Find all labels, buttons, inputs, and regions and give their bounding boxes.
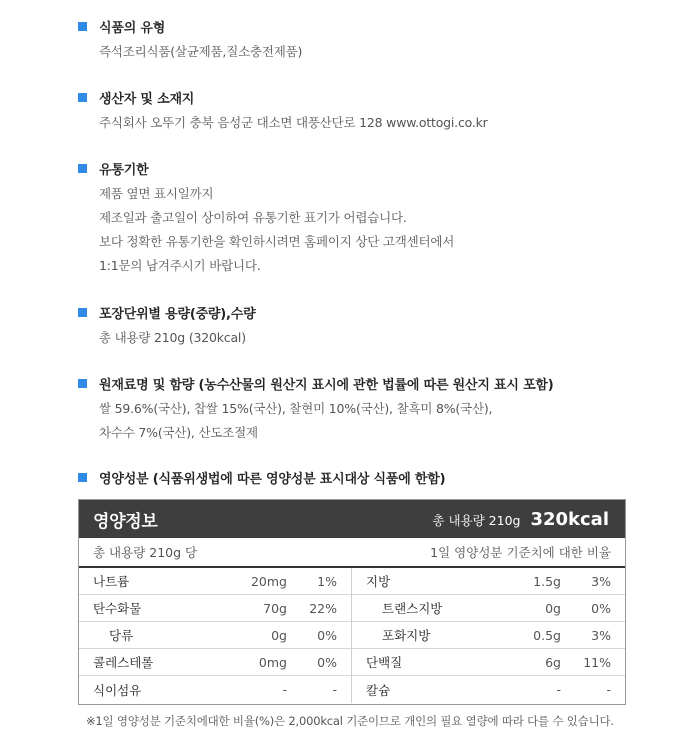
square-bullet-icon — [78, 93, 87, 102]
nutrient-row — [352, 676, 625, 703]
nutrient-percent: 1% — [317, 573, 337, 589]
nutrient-name: 칼슘 — [366, 682, 391, 698]
nutrient-amount: 20mg — [250, 573, 287, 589]
nutrient-percent: 0% — [317, 654, 337, 670]
nutrient-name: 탄수화물 — [93, 601, 142, 616]
nutrient-percent: 0% — [591, 600, 611, 616]
section-title: 식품의 유형 — [99, 20, 166, 36]
section-expiry — [78, 158, 454, 278]
section-line: 제품 옆면 표시일까지 — [99, 186, 214, 201]
square-bullet-icon — [78, 473, 87, 482]
section-ingredients — [78, 373, 554, 445]
nutrient-name: 트랜스지방 — [382, 601, 443, 616]
nutrient-name: 포화지방 — [382, 628, 431, 643]
nutrition-title: 영양정보 — [93, 511, 158, 532]
nutrient-percent: 11% — [583, 654, 611, 670]
nutrient-row — [352, 622, 625, 649]
nutrition-column-left — [79, 568, 352, 703]
nutrient-amount: 0g — [545, 600, 561, 616]
nutrition-total: 총 내용량 210g — [432, 512, 521, 528]
square-bullet-icon — [78, 379, 87, 388]
section-line: 보다 정확한 유통기한을 확인하시려면 홈페이지 상단 고객센터에서 — [99, 234, 455, 249]
section-title: 원재료명 및 함량 (농수산물의 원산지 표시에 관한 법률에 따른 원산지 표시 포함) — [99, 377, 554, 393]
serving-label: 총 내용량 210g 당 — [93, 545, 198, 560]
section-line: 주식회사 오뚜기 충북 음성군 대소면 대풍산단로 128 www.ottogi.co.kr — [99, 115, 488, 130]
section-line: 쌀 59.6%(국산), 찹쌀 15%(국산), 찰현미 10%(국산), 찰흑미 8%(국산), — [99, 401, 493, 416]
nutrient-amount: 1.5g — [533, 573, 561, 589]
section-food-type — [78, 16, 302, 64]
nutrient-name: 당류 — [109, 628, 134, 643]
nutrition-footnote: ※1일 영양성분 기준치에대한 비율(%)은 2,000kcal 기준이므로 개인의 필요 열량에 따라 다를 수 있습니다. — [86, 714, 614, 728]
nutrient-amount: - — [282, 682, 287, 697]
nutrient-percent: - — [332, 682, 337, 697]
nutrient-amount: 0.5g — [533, 627, 561, 643]
nutrient-row — [352, 595, 625, 622]
nutrient-percent: 22% — [309, 600, 337, 616]
square-bullet-icon — [78, 308, 87, 317]
nutrient-name: 콜레스테롤 — [93, 655, 154, 670]
square-bullet-icon — [78, 22, 87, 31]
section-line: 즉석조리식품(살균제품,질소충전제품) — [99, 44, 303, 59]
daily-value-label: 1일 영양성분 기준치에 대한 비율 — [430, 545, 611, 560]
nutrient-amount: 6g — [545, 654, 561, 670]
section-nutrition — [78, 467, 445, 487]
section-package-volume — [78, 302, 256, 350]
nutrient-row — [79, 649, 351, 676]
nutrition-column-right — [352, 568, 625, 703]
square-bullet-icon — [78, 164, 87, 173]
section-title: 유통기한 — [99, 162, 149, 178]
nutrition-kcal: 320kcal — [530, 508, 609, 530]
section-line: 제조일과 출고일이 상이하여 유통기한 표기가 어렵습니다. — [99, 210, 407, 225]
nutrient-percent: 0% — [317, 627, 337, 643]
section-title: 영양성분 (식품위생법에 따른 영양성분 표시대상 식품에 한함) — [99, 471, 446, 487]
section-line: 차수수 7%(국산), 산도조절제 — [99, 425, 258, 440]
section-line: 총 내용량 210g (320kcal) — [99, 330, 246, 345]
nutrient-name: 단백질 — [366, 655, 403, 670]
nutrient-percent: 3% — [591, 573, 611, 589]
nutrient-name: 나트륨 — [93, 574, 130, 589]
nutrient-amount: - — [556, 682, 561, 697]
nutrient-row — [352, 649, 625, 676]
nutrient-row — [79, 622, 351, 649]
nutrient-percent: - — [606, 682, 611, 697]
nutrient-name: 식이섬유 — [93, 682, 142, 698]
nutrient-amount: 0g — [271, 627, 287, 643]
nutrient-row — [79, 676, 351, 703]
nutrient-percent: 3% — [591, 627, 611, 643]
section-title: 생산자 및 소재지 — [99, 91, 195, 107]
nutrient-name: 지방 — [366, 574, 391, 589]
section-title: 포장단위별 용량(중량),수량 — [99, 306, 256, 322]
nutrient-amount: 0mg — [258, 654, 287, 670]
nutrition-subheader — [79, 538, 625, 568]
nutrient-amount: 70g — [263, 600, 287, 616]
nutrition-header — [79, 500, 625, 538]
section-line: 1:1문의 남겨주시기 바랍니다. — [99, 258, 261, 273]
section-producer — [78, 87, 488, 135]
nutrient-row — [79, 595, 351, 622]
nutrient-row — [352, 568, 625, 595]
nutrient-row — [79, 568, 351, 595]
nutrition-facts-table — [78, 499, 626, 705]
